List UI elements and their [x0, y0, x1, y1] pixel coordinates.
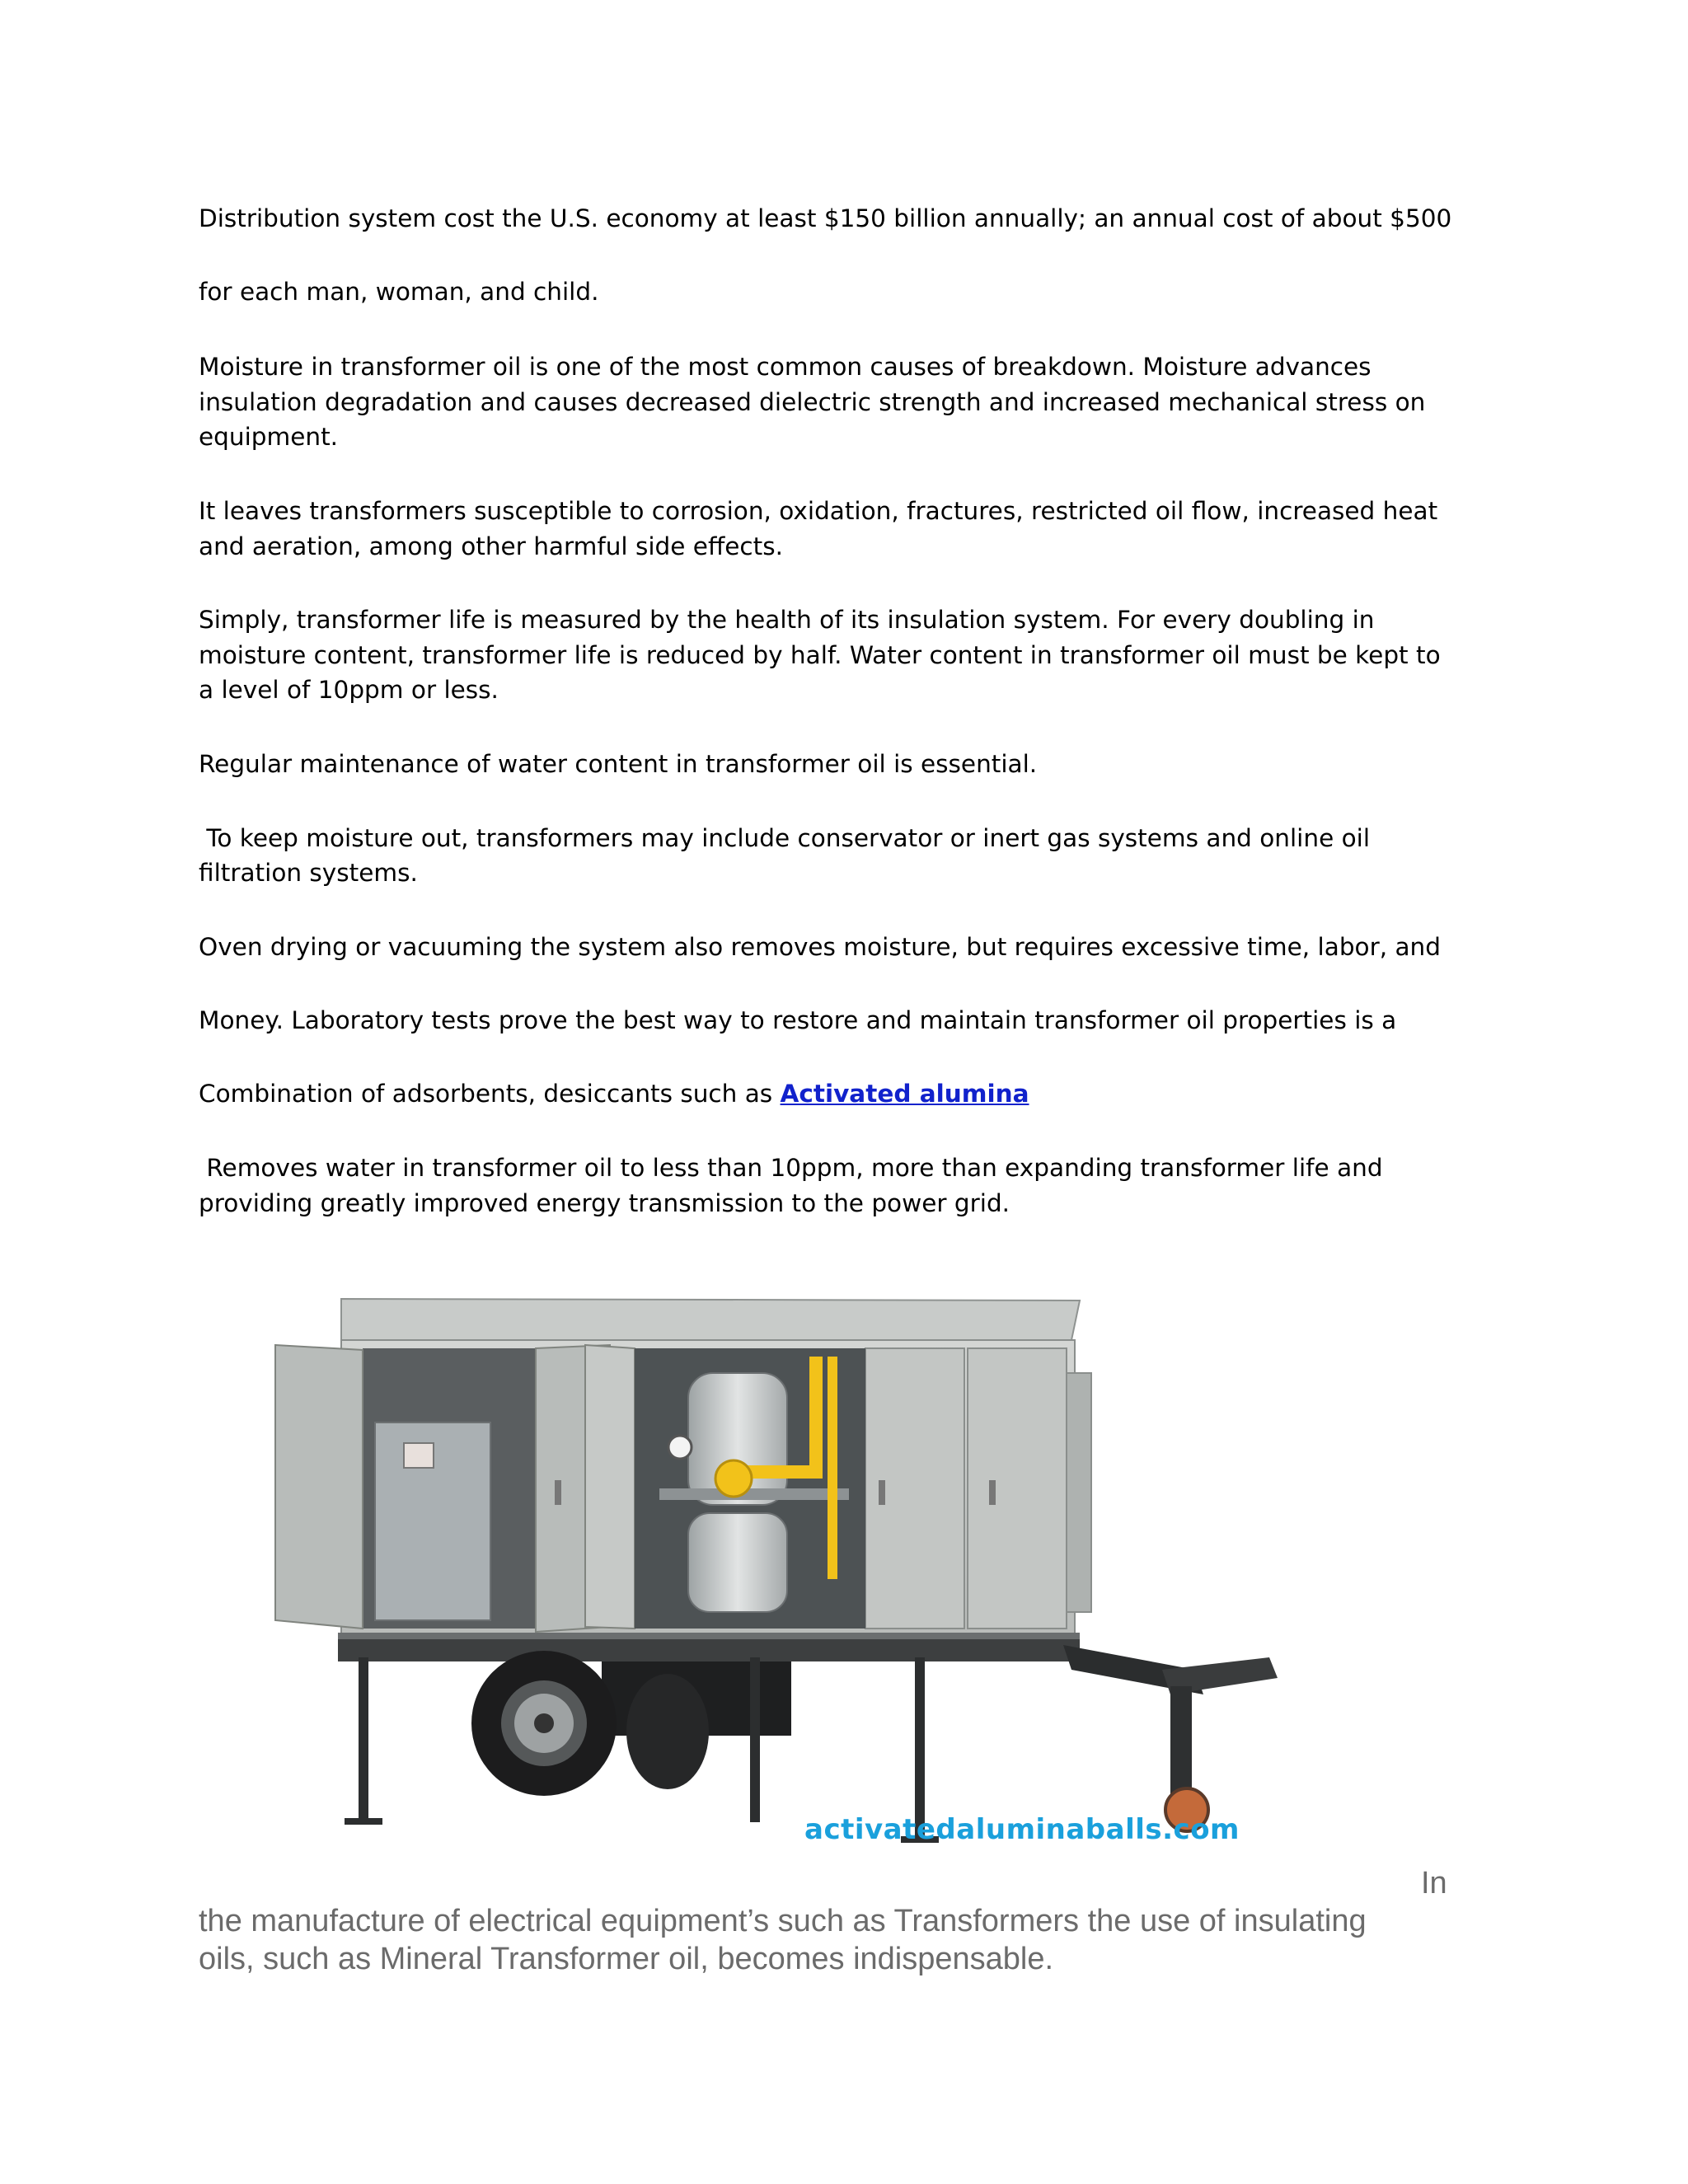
text-line: a level of 10ppm or less.	[199, 676, 499, 704]
text-line: Distribution system cost the U.S. economy at least $150 billion annually; an annual cost of about $500	[199, 204, 1452, 232]
text-line: insulation degradation and causes decreased dielectric strength and increased mechanical stress on	[199, 388, 1426, 416]
text-line: Combination of adsorbents, desiccants such as	[199, 1080, 781, 1108]
image-watermark: activatedaluminaballs.com	[804, 1813, 1240, 1846]
text-line: equipment.	[199, 423, 339, 451]
text-line: filtration systems.	[199, 859, 418, 887]
text-line: for each man, woman, and child.	[199, 278, 599, 306]
text-line: moisture content, transformer life is reduced by half. Water content in transformer oil must be kept to	[199, 641, 1441, 669]
footer-line: the manufacture of electrical equipment’s such as Transformers the use of insulating	[199, 1904, 1367, 1938]
footer-word: In	[1421, 1866, 1447, 1900]
text-line: and aeration, among other harmful side effects.	[199, 532, 783, 560]
footer-line: oils, such as Mineral Transformer oil, becomes indispensable.	[199, 1942, 1054, 1976]
text-line: Money. Laboratory tests prove the best way to restore and maintain transformer oil properties is a	[199, 1006, 1397, 1034]
text-line: Oven drying or vacuuming the system also removes moisture, but requires excessive time, labor, and	[199, 933, 1441, 961]
oil-purifier-trailer-image	[239, 1282, 1376, 1869]
text-line: Removes water in transformer oil to less than 10ppm, more than expanding transformer life and	[199, 1154, 1383, 1182]
text-line: It leaves transformers susceptible to corrosion, oxidation, fractures, restricted oil flow, increased heat	[199, 497, 1438, 525]
text-line: Moisture in transformer oil is one of the most common causes of breakdown. Moisture advances	[199, 353, 1372, 381]
text-line-with-link	[199, 1076, 1509, 1112]
text-line: Regular maintenance of water content in transformer oil is essential.	[199, 750, 1038, 778]
activated-alumina-link[interactable]: Activated alumina	[780, 1080, 1029, 1108]
text-line: providing greatly improved energy transmission to the power grid.	[199, 1189, 1010, 1217]
trailer-illustration	[239, 1282, 1376, 1869]
text-line: Simply, transformer life is measured by the health of its insulation system. For every doubling in	[199, 606, 1375, 634]
text-line: To keep moisture out, transformers may include conservator or inert gas systems and online oil	[199, 824, 1371, 852]
